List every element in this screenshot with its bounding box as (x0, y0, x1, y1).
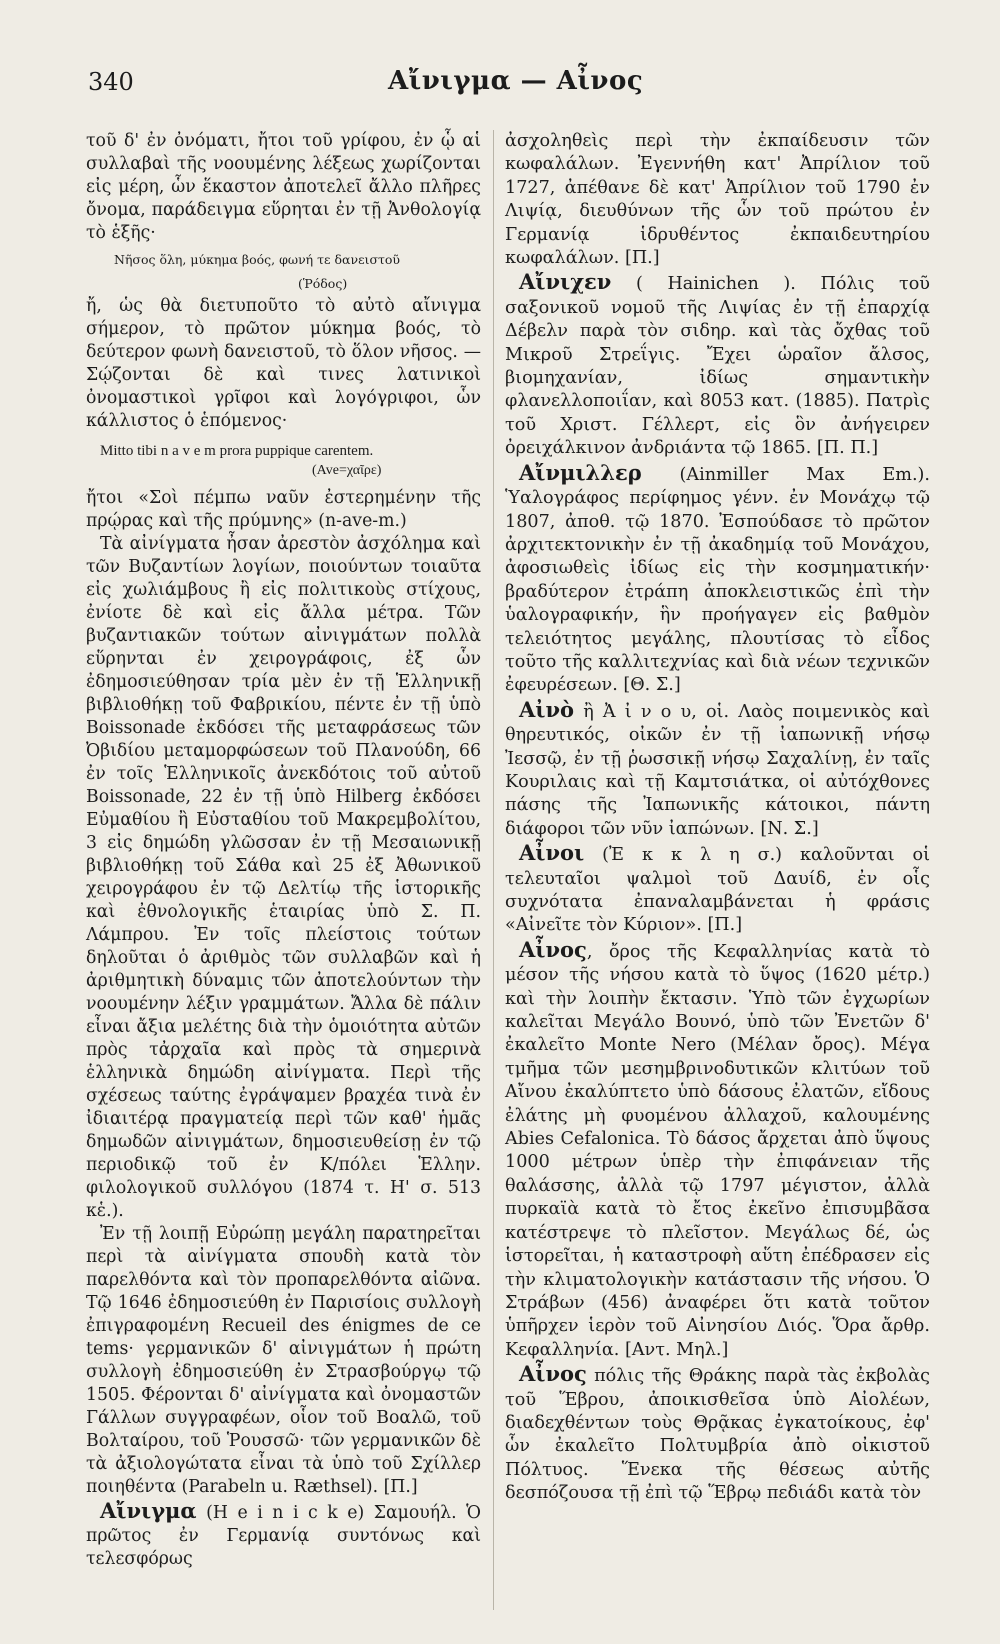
entry-headword: Αἰνὸ (519, 696, 575, 722)
paragraph: Τὰ αἰνίγματα ἦσαν ἀρεστὸν ἀσχόλημα καὶ τῶν Βυζαντίων λογίων, ποιούντων τοιαῦτα εἰς χωλιάμβους ἢ εἰς πολιτικοὺς στίχους, ἐνίοτε δὲ καὶ εἰς ἄλλα μέτρα. Τῶν βυζαντιακῶν τούτων αἰνιγμάτων πολλὰ εὕρηνται ἐν χειρογράφοις, ἐξ ὧν ἐδημοσιεύθησαν τρία μὲν ἐν τῇ Ἑλληνικῇ βιβλιοθήκῃ τοῦ Φαβρικίου, πέντε ἐν τῇ ὑπὸ Boissonade ἐκδόσει τῆς μεταφράσεως τῶν Ὀβιδίου μεταμορφώσεων τοῦ Πλανούδη, 66 ἐν τοῖς Ἑλληνικοῖς ἀνεκδότοις τοῦ αὐτοῦ Boissonade, 22 ἐν τῇ ὑπὸ Hilberg ἐκδόσει Εὐμαθίου ἢ Εὐσταθίου τοῦ Μακρεμβολίτου, 3 εἰς δημώδη γλῶσσαν ἐν τῇ Μεσαιωνικῇ βιβλιοθήκῃ τοῦ Σάθα καὶ 25 ἐξ Ἀθωνικοῦ χειρογράφου ἐν τῷ Δελτίῳ τῆς ἱστορικῆς καὶ ἐθνολογικῆς ἑταιρίας ὑπὸ Σ. Π. Λάμπρου. Ἐν τοῖς πλείστοις τούτων δηλοῦται ὁ ἀριθμὸς τῶν συλλαβῶν καὶ ἡ ἀριθμητικὴ δύναμις τῶν ἀποτελούντων τὴν νοουμένην λέξιν γραμμάτων. Ἄλλα δὲ πάλιν εἶναι ἄξια μελέτης διὰ τὴν ὁμοιότητα αὐτῶν πρὸς τἀρχαῖα καὶ πρὸς τὰ σημερινὰ ἑλληνικὰ δημώδη αἰνίγματα. Περὶ τῆς σχέσεως ταύτης ἐγράψαμεν βραχέα τινὰ ἐν ἰδιαιτέρᾳ πραγματείᾳ περὶ τῶν καθ' ἡμᾶς δημωδῶν αἰνιγμάτων, δημοσιευθείσῃ ἐν τῷ περιοδικῷ τοῦ ἐν Κ/πόλει Ἑλλην. φιλολογικοῦ συλλόγου (1874 τ. Η' σ. 513 κἑ.). (86, 534, 481, 1221)
entry-ainos-city (505, 1362, 930, 1505)
entry-headword: Αἶνοι (519, 840, 585, 866)
entry-headword: Αἶνος (519, 1361, 587, 1387)
entry-headword: Αἴνμιλλερ (519, 459, 642, 485)
running-title: Αἴνιγμα — Αἶνος (388, 66, 644, 96)
entry-heinicke (86, 1499, 481, 1571)
entry-text: πόλις τῆς Θράκης παρὰ τὰς ἐκβολὰς τοῦ Ἕβρου, ἀποικισθεῖσα ὑπὸ Αἰολέων, διαδεχθέντων τοὺς Θρᾷκας ἐγκατοίκους, ἐφ' ὧν ἐκαλεῖτο Πολτυμβρία ἀπὸ οἰκιστοῦ Πόλτυος. Ἕνεκα τῆς θέσεως αὐτῆς δεσπόζουσα τῇ ἐπὶ τῷ Ἕβρῳ πεδιάδι κατὰ τὸν (505, 1366, 930, 1504)
latin-riddle-note: (Ave=χαῖρε) (312, 463, 382, 478)
entry-headword: Αἴνιχεν (519, 269, 612, 295)
riddle-verse: Νῆσος ὅλη, μύκημα βοός, φωνή τε δανειστοῦ (114, 252, 401, 267)
entry-ainmiller (505, 461, 930, 698)
entry-text: ( Hainichen ). Πόλις τοῦ σαξονικοῦ νομοῦ τῆς Λιψίας ἐν τῇ ἐπαρχίᾳ Δέβελν παρὰ τὸν σιδηρ. καὶ τὰς ὄχθας τοῦ Μικροῦ Στρεΐγις. Ἔχει ὡραῖον ἄλσος, βιομηχανίαν, ἰδίως σημαντικὴν φλανελλοποιΐαν, καὶ 8053 κατ. (1885). Πατρὶς τοῦ Χριστ. Γέλλερτ, εἰς ὃν ἀνήγειρεν ὀρειχάλκινον ἀνδριάντα τῷ 1865. [Π. Π.] (505, 274, 930, 459)
page-header (88, 64, 928, 104)
column-divider (493, 130, 494, 1610)
entry-text: ἢ Ἀ ἰ ν ο υ, οἱ. Λαὸς ποιμενικὸς καὶ θηρευτικός, οἰκῶν ἐν τῇ ἰαπωνικῇ νήσῳ Ἰεσσῷ, ἐν τῇ ῥωσσικῇ νήσῳ Σαχαλίνῃ, ἐν ταῖς Κουριλαις καὶ τῇ Καμτσιάτκα, οἱ αὐτόχθονες πάσης τῆς Ἰαπωνικῆς κάτοικοι, πάντη διάφοροι τῶν νῦν ἰαπώνων. [Ν. Σ.] (505, 701, 930, 839)
entry-headword: Αἴνιγμα (100, 1498, 197, 1523)
entry-headword: Αἶνος (519, 936, 587, 962)
latin-riddle: Mitto tibi n a v e m prora puppique carentem. (100, 443, 374, 459)
continued-paragraph: ἀσχοληθεὶς περὶ τὴν ἐκπαίδευσιν τῶν κωφαλάλων. Ἐγεννήθη κατ' Ἀπρίλιον τοῦ 1727, ἀπέθανε δὲ κατ' Ἀπρίλιον τοῦ 1790 ἐν Λιψίᾳ, διευθύνων τῆς ὧν τοῦ πρώτου ἐν Γερμανίᾳ ἱδρυθέντος ἐκπαιδευτηρίου κωφαλάλων. [Π.] (505, 131, 930, 269)
left-column (86, 130, 481, 1571)
paragraph: ἤτοι «Σοὶ πέμπω ναῦν ἐστερημένην τῆς πρῴρας καὶ τῆς πρύμνης» (n-ave-m.) (86, 488, 481, 531)
entry-hainichen (505, 270, 930, 460)
paragraph: Ἐν τῇ λοιπῇ Εὐρώπῃ μεγάλη παρατηρεῖται περὶ τὰ αἰνίγματα σπουδὴ κατὰ τὸν παρελθόντα καὶ τὸν προπαρελθόντα αἰῶνα. Τῷ 1646 ἐδημοσιεύθη ἐν Παρισίοις συλλογὴ ἐπιγραφομένη Recueil des énigmes de ce tems· γερμανικῶν δ' αἰνιγμάτων ἡ πρώτη συλλογὴ ἐδημοσιεύθη ἐν Στρασβούργῳ τῷ 1505. Φέρονται δ' αἰνίγματα καὶ ὀνομαστῶν Γάλλων συγγραφέων, οἷον τοῦ Βοαλῶ, τοῦ Βολταίρου, τοῦ Ῥουσσῶ· τῶν γερμανικῶν δὲ τὰ ἀξιολογώτατα εἶναι τὰ ὑπὸ τοῦ Σχίλλερ ποιηθέντα (Parabeln u. Ræthsel). [Π.] (86, 1224, 481, 1497)
entry-ainoi (505, 841, 930, 938)
entry-text: (Ainmiller Max Em.). Ὑαλογράφος περίφημος γένν. ἐν Μονάχῳ τῷ 1807, ἀποθ. τῷ 1870. Ἐσπούδασε τὸ πρῶτον ἀρχιτεκτονικὴν ἐν τῇ ἀκαδημίᾳ τοῦ Μονάχου, ἀφοσιωθεὶς ἰδίως εἰς τὴν κοσμηματικήν· βραδύτερον ἐτράπη ἀποκλειστικῶς ἐπὶ τὴν ὑαλογραφικήν, ἣν προήγαγεν εἰς βαθμὸν τελειότητος μεγάλης, πλουτίσας τὸ εἶδος τοῦτο τῆς καλλιτεχνίας καὶ διὰ νέων τεχνικῶν ἐφευρέσεων. [Θ. Σ.] (505, 464, 930, 696)
right-column (505, 130, 930, 1506)
page-number: 340 (88, 68, 134, 96)
paragraph: ἤ, ὡς θὰ διετυποῦτο τὸ αὐτὸ αἴνιγμα σήμερον, τὸ πρῶτον μύκημα βοός, τὸ δεύτερον φωνὴ δανειστοῦ, τὸ ὅλον νῆσος. — Σῴζονται δὲ καὶ τινες λατινικοὶ ὀνομαστικοὶ γρῖφοι καὶ λογόγριφοι, ὧν κάλλιστος ὁ ἑπόμενος· (86, 296, 481, 431)
entry-text: (H e i n i c k e) Σαμουήλ. Ὁ πρῶτος ἐν Γερμανίᾳ συντόνως καὶ τελεσφόρως (86, 1503, 481, 1569)
entry-ainos-mountain (505, 938, 930, 1362)
riddle-answer: (Ῥόδος) (298, 276, 348, 291)
entry-text: (Ἐ κ κ λ η σ.) καλοῦνται οἱ τελευταῖοι ψαλμοὶ τοῦ Δαυίδ, ἐν οἷς συχνότατα ἐπαναλαμβάνεται ἡ φράσις «Αἰνεῖτε τὸν Κύριον». [Π.] (505, 845, 930, 936)
entry-aino (505, 698, 930, 841)
intro-paragraph: τοῦ δ' ἐν ὀνόματι, ἤτοι τοῦ γρίφου, ἐν ᾧ αἱ συλλαβαὶ τῆς νοουμένης λέξεως χωρίζονται εἰς μέρη, ὧν ἕκαστον ἀποτελεῖ ἄλλο πλῆρες ὄνομα, παράδειγμα εὕρηται ἐν τῇ Ἀνθολογίᾳ τὸ ἑξῆς· (86, 131, 481, 243)
entry-text: , ὄρος τῆς Κεφαλληνίας κατὰ τὸ μέσον τῆς νήσου κατὰ τὸ ὕψος (1620 μέτρ.) καὶ τὴν λοιπὴν ἔκτασιν. Ὑπὸ τῶν ἐγχωρίων καλεῖται Μεγάλο Βουνό, ὑπὸ τῶν Ἐνετῶν δ' ἐκαλεῖτο Monte Nero (Μέλαν ὄρος). Μέγα τμῆμα τῶν μεσημβρινοδυτικῶν κλιτύων τοῦ Αἴνου ἐκαλύπτετο ὑπὸ δάσους ἐλατῶν, εἴδους ἐλάτης μὴ φυομένου ἀλλαχοῦ, καλουμένης Abies Cefalonica. Τὸ δάσος ἄρχεται ἀπὸ ὕψους 1000 μέτρων ὑπὲρ τὴν ἐπιφάνειαν τῆς θαλάσσης, ἀλλὰ τῷ 1797 μέγιστον, ἀλλὰ πυρκαϊὰ κατὰ τὸ ἔτος ἐκεῖνο ἐπισυμβᾶσα κατέστρεψε τὸ πλεῖστον. Μεγάλως δέ, ὡς ἱστορεῖται, ἡ καταστροφὴ αὕτη ἐπέδρασεν εἰς τὴν κλιματολογικὴν κατάστασιν τῆς νήσου. Ὁ Στράβων (456) ἀναφέρει ὅτι κατὰ τοῦτον ὑπῆρχεν ἱερὸν τοῦ Αἰνησίου Διός. Ὅρα ἄρθρ. Κεφαλληνία. [Αντ. Μηλ.] (505, 941, 930, 1360)
